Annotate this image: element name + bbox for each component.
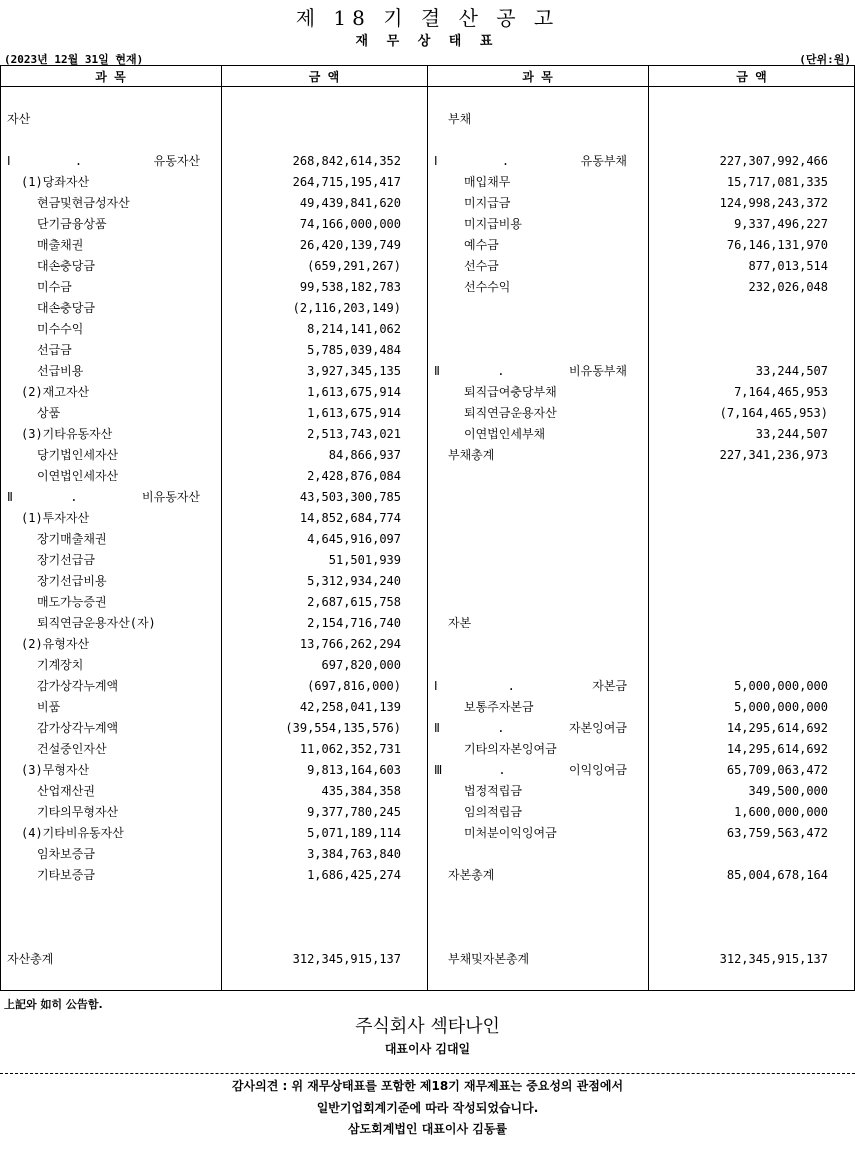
- column-divider: [427, 65, 428, 991]
- account-label: 장기선급금: [37, 553, 95, 567]
- column-header-liabilities-amount: 금 액: [736, 70, 767, 84]
- account-label: 매입채무: [464, 175, 511, 189]
- account-label: 선수수익: [464, 280, 511, 294]
- account-amount: 227,341,236,973: [719, 448, 828, 462]
- account-label: 임의적립금: [464, 805, 522, 819]
- account-amount: 14,852,684,774: [299, 511, 401, 525]
- company-name: 주식회사 섹타나인: [355, 1016, 500, 1037]
- account-amount: 3,927,345,135: [307, 364, 401, 378]
- account-label: 예수금: [464, 238, 499, 252]
- account-label: (3)기타유동자산: [21, 427, 113, 441]
- account-amount: 227,307,992,466: [719, 154, 828, 168]
- account-amount: 124,998,243,372: [719, 196, 828, 210]
- audit-opinion-line-1: 감사의견 : 위 재무상태표를 포함한 제18기 재무제표는 중요성의 관점에서: [231, 1079, 624, 1093]
- account-amount: 63,759,563,472: [726, 826, 828, 840]
- account-label: (1)당좌자산: [21, 175, 90, 189]
- account-amount: 85,004,678,164: [726, 868, 828, 882]
- account-amount: 5,312,934,240: [307, 574, 401, 588]
- account-label: Ⅱ. 비유동부채: [434, 364, 627, 378]
- account-amount: 9,377,780,245: [307, 805, 401, 819]
- account-label: Ⅰ. 유동자산: [7, 154, 200, 168]
- account-amount: (697,816,000): [307, 679, 401, 693]
- account-amount: 99,538,182,783: [299, 280, 401, 294]
- account-amount: 4,645,916,097: [307, 532, 401, 546]
- account-label: 기타의무형자산: [37, 805, 119, 819]
- account-amount: 15,717,081,335: [726, 175, 828, 189]
- account-label: 부채및자본총계: [448, 952, 530, 966]
- account-amount: 9,337,496,227: [734, 217, 828, 231]
- account-amount: 26,420,139,749: [299, 238, 401, 252]
- account-amount: 33,244,507: [755, 364, 828, 378]
- statement-title: 재 무 상 태 표: [355, 34, 500, 49]
- account-amount: 1,600,000,000: [734, 805, 828, 819]
- account-amount: 5,000,000,000: [734, 700, 828, 714]
- account-amount: 1,613,675,914: [307, 406, 401, 420]
- account-label: 대손충당금: [37, 301, 95, 315]
- column-header-assets-account: 과 목: [95, 70, 126, 84]
- account-amount: 312,345,915,137: [292, 952, 401, 966]
- account-label: (1)투자자산: [21, 511, 90, 525]
- account-label: 보통주자본금: [464, 700, 534, 714]
- account-amount: 312,345,915,137: [719, 952, 828, 966]
- account-label: 이연법인세부채: [464, 427, 546, 441]
- account-amount: 268,842,614,352: [292, 154, 401, 168]
- account-label: Ⅱ. 자본잉여금: [434, 721, 627, 735]
- header-divider: [0, 86, 855, 87]
- account-label: (3)무형자산: [21, 763, 90, 777]
- account-amount: 14,295,614,692: [726, 721, 828, 735]
- account-amount: 8,214,141,062: [307, 322, 401, 336]
- account-label: 미수금: [37, 280, 72, 294]
- account-label: 매출채권: [37, 238, 84, 252]
- account-label: 감가상각누계액: [37, 679, 119, 693]
- account-label: 대손충당금: [37, 259, 95, 273]
- account-amount: 877,013,514: [748, 259, 828, 273]
- account-amount: (2,116,203,149): [292, 301, 401, 315]
- account-label: 법정적립금: [464, 784, 522, 798]
- account-label: 감가상각누계액: [37, 721, 119, 735]
- account-amount: 2,428,876,084: [307, 469, 401, 483]
- account-label: 산업재산권: [37, 784, 95, 798]
- account-amount: 349,500,000: [748, 784, 828, 798]
- account-label: 선급비용: [37, 364, 84, 378]
- account-amount: 76,146,131,970: [726, 238, 828, 252]
- account-label: 단기금융상품: [37, 217, 107, 231]
- account-amount: 11,062,352,731: [299, 742, 401, 756]
- account-amount: 33,244,507: [755, 427, 828, 441]
- account-amount: 2,513,743,021: [307, 427, 401, 441]
- account-label: 미지급비용: [464, 217, 522, 231]
- account-amount: 74,166,000,000: [299, 217, 401, 231]
- account-label: 자본총계: [448, 868, 495, 882]
- audit-firm: 삼도회계법인 대표이사 김동률: [347, 1122, 508, 1136]
- account-amount: (39,554,135,576): [285, 721, 401, 735]
- account-label: Ⅲ. 이익잉여금: [434, 763, 627, 777]
- account-label: 기계장치: [37, 658, 84, 672]
- account-label: 퇴직연금운용자산(자): [37, 616, 156, 630]
- account-amount: 3,384,763,840: [307, 847, 401, 861]
- account-label: 선수금: [464, 259, 499, 273]
- account-label: 부채: [448, 112, 472, 126]
- account-label: 장기선급비용: [37, 574, 107, 588]
- account-label: 미지급금: [464, 196, 511, 210]
- account-amount: 2,154,716,740: [307, 616, 401, 630]
- account-amount: 42,258,041,139: [299, 700, 401, 714]
- account-label: 미수수익: [37, 322, 84, 336]
- account-label: 장기매출채권: [37, 532, 107, 546]
- audit-opinion-line-2: 일반기업회계기준에 따라 작성되었습니다.: [316, 1101, 539, 1115]
- column-header-liabilities-account: 과 목: [522, 70, 553, 84]
- account-label: Ⅰ. 유동부채: [434, 154, 627, 168]
- account-amount: 7,164,465,953: [734, 385, 828, 399]
- account-label: 당기법인세자산: [37, 448, 119, 462]
- notice-title: 제 18 기 결 산 공 고: [295, 6, 560, 30]
- account-label: Ⅱ. 비유동자산: [7, 490, 200, 504]
- account-amount: 232,026,048: [748, 280, 828, 294]
- as-of-date: (2023년 12월 31일 현재): [4, 53, 144, 66]
- ceo-name: 대표이사 김대일: [384, 1042, 471, 1056]
- dashed-divider: [0, 1073, 855, 1074]
- account-amount: 1,686,425,274: [307, 868, 401, 882]
- account-label: 현금및현금성자산: [37, 196, 130, 210]
- account-amount: 43,503,300,785: [299, 490, 401, 504]
- account-label: 임차보증금: [37, 847, 95, 861]
- account-label: 이연법인세자산: [37, 469, 119, 483]
- account-amount: 5,071,189,114: [307, 826, 401, 840]
- account-amount: 435,384,358: [321, 784, 401, 798]
- account-amount: 1,613,675,914: [307, 385, 401, 399]
- account-label: 자산: [7, 112, 31, 126]
- account-label: Ⅰ. 자본금: [434, 679, 627, 693]
- currency-unit: (단위:원): [799, 53, 851, 66]
- account-label: 기타의자본잉여금: [464, 742, 557, 756]
- account-label: 자산총계: [7, 952, 54, 966]
- account-label: 퇴직급여충당부채: [464, 385, 557, 399]
- account-label: 미처분이익잉여금: [464, 826, 557, 840]
- account-label: (2)재고자산: [21, 385, 90, 399]
- account-label: 자본: [448, 616, 472, 630]
- account-amount: 13,766,262,294: [299, 637, 401, 651]
- account-amount: 2,687,615,758: [307, 595, 401, 609]
- account-label: 선급금: [37, 343, 72, 357]
- account-amount: 5,000,000,000: [734, 679, 828, 693]
- account-label: 매도가능증권: [37, 595, 107, 609]
- account-label: 부채총계: [448, 448, 495, 462]
- account-label: 상품: [37, 406, 61, 420]
- account-amount: 9,813,164,603: [307, 763, 401, 777]
- account-amount: (7,164,465,953): [719, 406, 828, 420]
- account-amount: 264,715,195,417: [292, 175, 401, 189]
- account-label: (4)기타비유동자산: [21, 826, 124, 840]
- account-amount: (659,291,267): [307, 259, 401, 273]
- account-label: 기타보증금: [37, 868, 95, 882]
- account-amount: 697,820,000: [321, 658, 401, 672]
- account-label: (2)유형자산: [21, 637, 90, 651]
- notice-statement: 上記와 如히 公告함.: [4, 998, 103, 1011]
- account-amount: 5,785,039,484: [307, 343, 401, 357]
- account-amount: 14,295,614,692: [726, 742, 828, 756]
- account-label: 퇴직연금운용자산: [464, 406, 557, 420]
- account-amount: 84,866,937: [328, 448, 401, 462]
- account-amount: 51,501,939: [328, 553, 401, 567]
- column-header-assets-amount: 금 액: [308, 70, 340, 84]
- account-amount: 65,709,063,472: [726, 763, 828, 777]
- account-label: 비품: [37, 700, 61, 714]
- account-label: 건설중인자산: [37, 742, 107, 756]
- account-amount: 49,439,841,620: [299, 196, 401, 210]
